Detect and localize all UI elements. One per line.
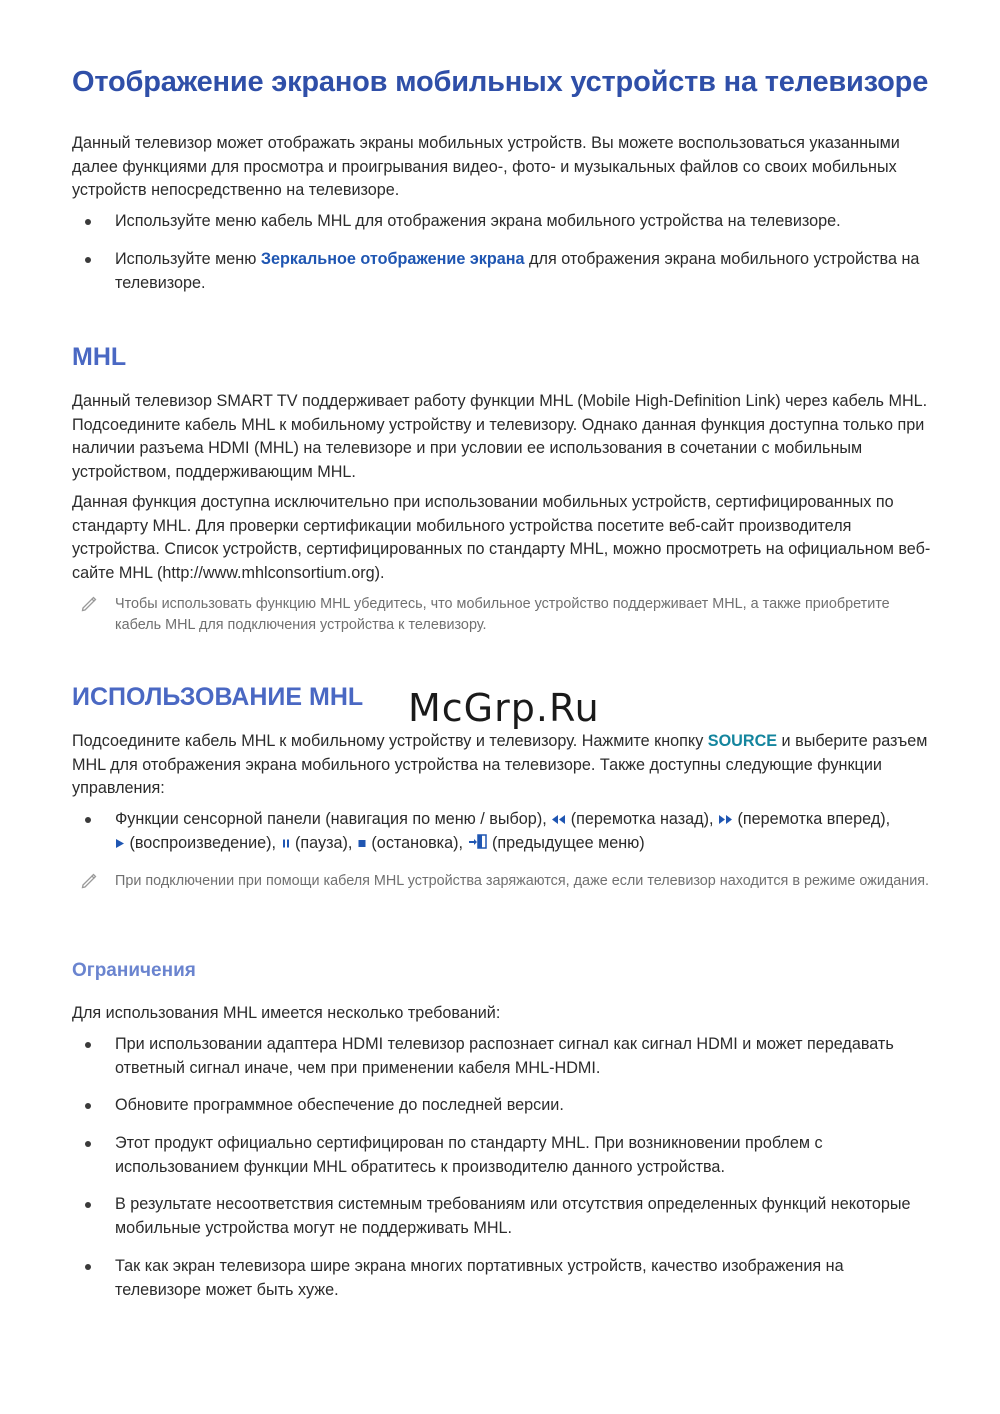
note-text: При подключении при помощи кабеля MHL устройства заряжаются, даже если телевизор находится в режиме ожидания. [115,873,930,889]
rewind-icon [551,814,566,825]
list-item [72,210,932,234]
return-label: (предыдущее меню) [492,833,645,852]
list-item-text: При использовании адаптера HDMI телевизор распознает сигнал как сигнал HDMI и может передавать ответный сигнал иначе, чем при применении кабеля MHL-HDMI. [115,1035,894,1077]
bullet-icon [85,219,91,225]
list-item-text: Обновите программное обеспечение до последней версии. [115,1096,564,1114]
list-item [72,1255,932,1302]
note-text: Чтобы использовать функцию MHL убедитесь, что мобильное устройство поддерживает MHL, а также приобретите кабель MHL для подключения устройства к телевизору. [115,596,890,633]
usage-paragraph-end: и выберите разъем MHL для отображения экрана мобильного устройства на телевизоре. Также доступны следующие функции управления: [72,732,928,797]
controls-text [115,808,932,855]
limits-intro: Для использования MHL имеется несколько требований: [72,1004,501,1022]
usage-paragraph-start: Подсоедините кабель MHL к мобильному устройству и телевизору. Нажмите кнопку [72,732,708,750]
list-item [72,1193,932,1240]
bullet-icon [85,817,91,823]
list-item [72,808,932,855]
rewind-label: (перемотка назад), [570,810,719,828]
list-item-text: Используйте меню кабель MHL для отображения экрана мобильного устройства на телевизоре. [115,212,841,230]
pause-icon [281,838,291,849]
touchpad-functions-text: Функции сенсорной панели (навигация по меню / выбор), [115,810,552,828]
watermark: McGrp.Ru [408,686,600,730]
usage-paragraph [72,730,932,801]
pause-label: (пауза), [295,833,357,852]
note [72,871,932,892]
subsection-heading-limits: Ограничения [72,960,196,981]
intro-paragraph: Данный телевизор может отображать экраны мобильных устройств. Вы можете воспользоваться указанными далее функциями для просмотра и проигрывания видео-, фото- и музыкальных файлов со своих мобильных устройств непосредственно на телевизоре. [72,134,900,199]
section-heading-usage: ИСПОЛЬЗОВАНИЕ MHL [72,683,364,711]
mhl-paragraph-2: Данная функция доступна исключительно при использовании мобильных устройств, сертифицированных по стандарту MHL. Для проверки сертификации мобильного устройства посетите веб-сайт производителя устройства. Список устройств, сертифицированных по стандарту MHL, можно просмотреть на официальном веб-сайте MHL (http://www.mhlconsortium.org). [72,493,931,582]
screen-mirroring-link[interactable]: Зеркальное отображение экрана [260,250,525,268]
fast-forward-label: (перемотка вперед), [737,810,891,828]
list-item [72,248,932,295]
bullet-icon [85,257,91,263]
return-icon [468,834,488,849]
page-title: Отображение экранов мобильных устройств на телевизоре [72,66,929,98]
bullet-icon [85,1103,91,1109]
bullet-icon [85,1202,91,1208]
play-label: (воспроизведение), [129,833,281,852]
list-item-text-start: Используйте меню [115,250,261,268]
list-item-text: В результате несоответствия системным требованиям или отсутствия определенных функций некоторые мобильные устройства могут не поддерживать MHL. [115,1195,911,1237]
bullet-icon [85,1141,91,1147]
pencil-note-icon [80,871,98,889]
play-icon [115,838,125,849]
list-item [72,1094,932,1118]
stop-icon [357,838,367,849]
source-key: SOURCE [707,732,778,750]
bullet-icon [85,1264,91,1270]
note [72,594,932,636]
list-item-text-end: для отображения экрана мобильного устройства на телевизоре. [115,250,920,292]
list-item [72,1033,932,1080]
list-item-text: Этот продукт официально сертифицирован по стандарту MHL. При возникновении проблем с использованием функции MHL обратитесь к производителю данного устройства. [115,1134,823,1176]
section-heading-mhl: MHL [72,343,127,371]
fast-forward-icon [718,814,733,825]
list-item-text [115,248,932,295]
bullet-icon [85,1042,91,1048]
stop-label: (остановка), [371,833,468,852]
list-item-text: Так как экран телевизора шире экрана многих портативных устройств, качество изображения на телевизоре может быть хуже. [115,1257,844,1299]
pencil-note-icon [80,594,98,612]
mhl-paragraph-1: Данный телевизор SMART TV поддерживает работу функции MHL (Mobile High-Definition Link) через кабель MHL. Подсоедините кабель MHL к мобильному устройству и телевизору. Однако данная функция доступна только при наличии разъема HDMI (MHL) на телевизоре и при условии ее использования в сочетании с мобильным устройством, поддерживающим MHL. [72,392,928,481]
list-item [72,1132,932,1179]
